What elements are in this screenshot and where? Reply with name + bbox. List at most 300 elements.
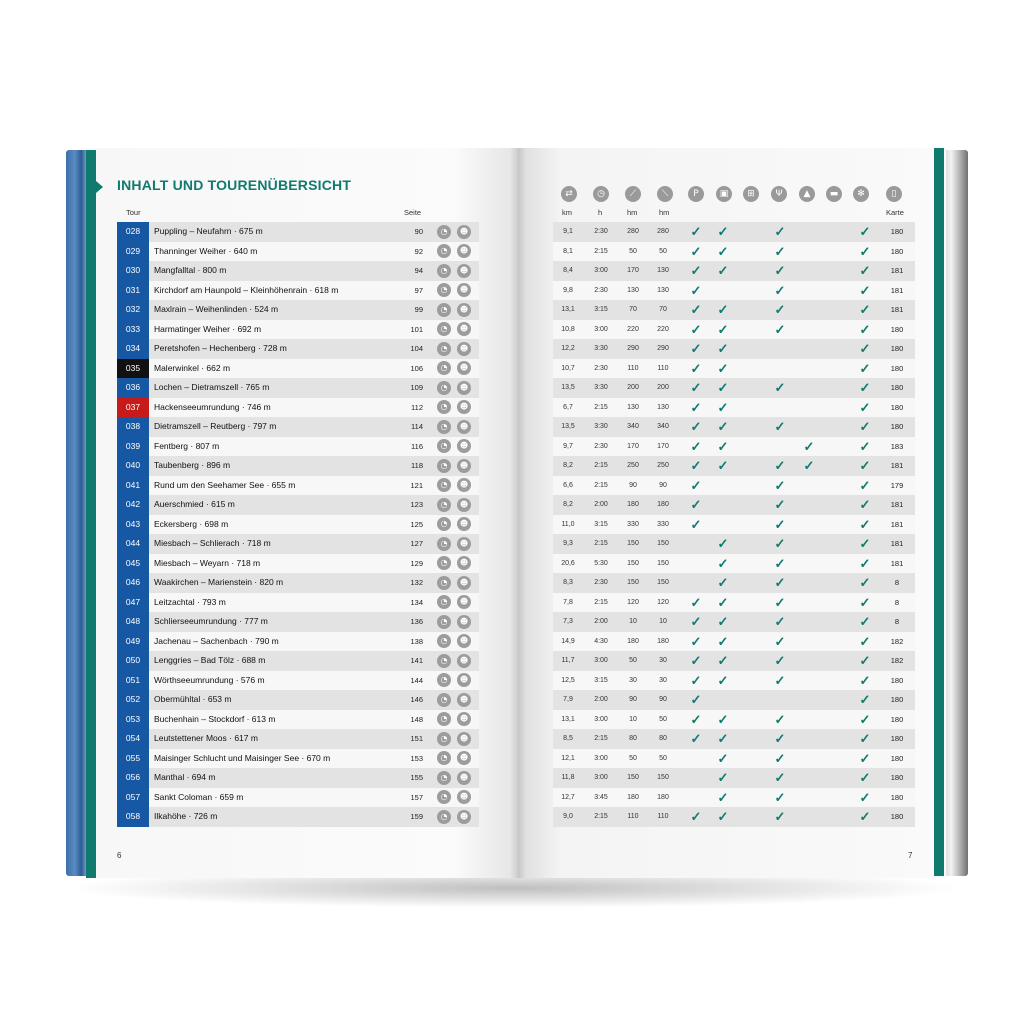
amenity-check-icon: ✓ [717,263,729,278]
duration-hours: 2:15 [594,735,608,742]
amenity-check-icon: ✓ [717,224,729,239]
tour-page: 101 [410,324,423,334]
tour-name: Thanninger Weiher · 640 m [154,245,258,256]
tour-page: 123 [410,500,423,509]
tour-page: 94 [414,266,423,275]
tour-number: 055 [117,749,149,769]
amenity-check-icon: ✓ [690,302,702,317]
tour-details-row [553,339,915,359]
tour-name: Maisinger Schlucht und Maisinger See · 670 m [154,752,331,763]
distance-km: 9,1 [563,228,573,235]
tour-name: Lenggries – Bad Tölz · 688 m [154,655,266,665]
tour-details-row [553,320,915,340]
tour-number: 040 [117,456,149,476]
tour-page: 141 [410,656,423,665]
amenity-check-icon: ✓ [859,711,871,727]
page-title: INHALT UND TOURENÜBERSICHT [117,177,352,193]
descent-hm: 280 [657,228,669,235]
family-icon: ☻ [457,615,471,629]
ascent-hm: 150 [627,540,639,547]
distance-km: 8,2 [563,462,573,469]
ascent-hm: 170 [627,442,639,450]
distance-km: 11,7 [561,657,575,664]
tour-page: 138 [410,636,423,646]
difficulty-icon: ◔ [437,303,451,317]
difficulty-icon: ◔ [437,556,451,570]
amenity-check-icon: ✓ [774,594,786,610]
amenity-check-icon: ✓ [774,711,786,727]
map-number: 181 [890,500,904,509]
distance-sign-icon: ⇄ [561,186,577,202]
duration-hours: 2:15 [594,598,608,606]
tour-page: 106 [410,363,423,373]
amenity-check-icon: ✓ [690,224,702,239]
map-number: 181 [890,461,904,470]
tour-row [117,749,479,769]
tour-row [117,612,479,632]
ascent-hm: 50 [629,247,637,255]
amenity-check-icon: ✓ [690,477,702,493]
right-page-accent-bar [934,148,944,876]
map-number: 179 [890,480,904,490]
tour-details-row [553,632,915,652]
descent-hm: 120 [657,598,669,606]
amenity-check-icon: ✓ [859,224,871,239]
duration-hours: 2:15 [594,540,608,547]
duration-hours: 3:15 [594,520,608,528]
descent-hm: 130 [657,286,669,294]
tour-number: 031 [117,281,149,301]
km-column-header: km [562,208,572,217]
duration-hours: 2:30 [594,364,608,372]
ascent-hm: 90 [629,481,637,489]
tour-row [117,632,479,652]
tour-details-row [553,768,915,788]
amenity-check-icon: ✓ [690,653,702,668]
title-arrow-icon [96,181,103,193]
distance-km: 6,7 [563,403,573,411]
amenity-check-icon: ✓ [717,633,729,649]
ascent-hm: 30 [629,676,637,684]
map-number: 180 [890,383,904,392]
tour-details-row [553,437,915,457]
tour-details-row [553,476,915,496]
difficulty-icon: ◔ [437,712,451,726]
difficulty-icon: ◔ [437,615,451,629]
amenity-check-icon: ✓ [774,575,786,590]
amenity-check-icon: ✓ [690,360,702,376]
tour-details-row [553,651,915,671]
amenity-check-icon: ✓ [717,419,729,434]
tour-page: 159 [410,812,423,821]
amenity-check-icon: ✓ [690,458,702,473]
amenity-check-icon: ✓ [859,575,871,590]
difficulty-icon: ◔ [437,595,451,609]
amenity-check-icon: ✓ [690,672,702,688]
page-column-header: Seite [404,208,422,217]
map-number: 182 [890,636,904,646]
amenity-check-icon: ✓ [717,536,729,551]
restaurant-icon: Ψ [771,186,787,202]
distance-km: 12,7 [561,793,575,801]
tour-row [117,710,479,730]
duration-hours: 2:15 [594,462,608,469]
descent-hm: 50 [659,754,667,762]
ascent-hm: 70 [629,306,637,313]
tour-row [117,476,479,496]
map-column-header: Karte [886,208,904,217]
descent-hm: 30 [659,657,667,664]
clock-icon: ◷ [593,186,609,202]
tour-name: Ilkahöhe · 726 m [154,811,218,821]
amenity-check-icon: ✓ [690,516,702,532]
amenity-check-icon: ✓ [690,341,702,356]
amenity-check-icon: ✓ [774,497,786,512]
ascent-hm: 330 [627,520,639,528]
amenity-check-icon: ✓ [774,380,786,395]
family-icon: ☻ [457,225,471,239]
difficulty-icon: ◔ [437,790,451,804]
duration-hours: 3:00 [594,715,608,723]
family-icon: ☻ [457,459,471,473]
duration-hours: 4:30 [594,637,608,645]
ascent-hm: 110 [627,813,639,820]
distance-km: 11,0 [561,520,575,528]
amenity-check-icon: ✓ [774,321,786,337]
tour-row [117,456,479,476]
duration-hours: 3:00 [594,325,608,333]
ascent-hm: 170 [627,267,639,274]
amenity-check-icon: ✓ [774,263,786,278]
amenity-check-icon: ✓ [859,594,871,610]
tour-page: 125 [410,519,423,529]
difficulty-icon: ◔ [437,439,451,453]
distance-km: 8,2 [563,501,573,508]
distance-km: 14,9 [561,637,575,645]
map-number: 181 [890,266,904,275]
family-icon: ☻ [457,693,471,707]
tour-number: 028 [117,222,149,242]
tour-name: Puppling – Neufahrn · 675 m [154,226,263,236]
difficulty-icon: ◔ [437,673,451,687]
amenity-check-icon: ✓ [774,770,786,785]
amenity-check-icon: ✓ [717,341,729,356]
map-number: 180 [890,324,904,334]
amenity-check-icon: ✓ [717,614,729,629]
distance-km: 7,9 [563,696,573,703]
tour-name: Maxlrain – Weihenlinden · 524 m [154,304,279,314]
tour-number: 041 [117,476,149,496]
map-number: 180 [890,227,904,236]
descent-hm: 250 [657,462,669,469]
amenity-check-icon: ✓ [717,302,729,317]
family-icon: ☻ [457,517,471,531]
tour-details-row [553,222,915,242]
parking-icon: P [688,186,704,202]
amenity-check-icon: ✓ [717,711,729,727]
tour-details-row [553,749,915,769]
ascent-hm: 180 [627,793,639,801]
amenity-check-icon: ✓ [717,731,729,746]
difficulty-icon: ◔ [437,381,451,395]
family-icon: ☻ [457,751,471,765]
amenity-check-icon: ✓ [859,243,871,259]
tour-number: 051 [117,671,149,691]
descent-hm: 290 [657,345,669,352]
amenity-check-icon: ✓ [774,750,786,766]
family-icon: ☻ [457,595,471,609]
family-icon: ☻ [457,654,471,668]
map-number: 180 [890,246,904,256]
family-icon: ☻ [457,264,471,278]
ascent-hm: 150 [627,579,639,586]
descent-hm: 180 [657,637,669,645]
ascent-hm: 150 [627,774,639,781]
tour-name: Buchenhain – Stockdorf · 613 m [154,713,276,724]
hours-column-header: h [598,208,603,217]
tour-page: 92 [414,246,423,256]
amenity-check-icon: ✓ [717,458,729,473]
tour-name: Miesbach – Schlierach · 718 m [154,538,271,548]
bus-icon: ▣ [716,186,732,202]
tour-name: Miesbach – Weyarn · 718 m [154,557,261,568]
amenity-check-icon: ✓ [690,438,702,454]
amenity-check-icon: ✓ [859,536,871,551]
tour-page: 104 [410,344,423,353]
tour-name: Eckersberg · 698 m [154,518,229,529]
tour-details-row [553,573,915,593]
tour-list-right [553,222,915,827]
tour-name: Kirchdorf am Haunpold – Kleinhöhenrain · 618 m [154,284,339,295]
duration-hours: 3:00 [594,657,608,664]
tour-details-row [553,300,915,320]
tour-row [117,437,479,457]
amenity-check-icon: ✓ [717,399,729,415]
map-number: 180 [890,344,904,353]
map-number: 181 [890,539,904,548]
map-number: 180 [890,675,904,685]
tour-page: 153 [410,753,423,763]
distance-km: 13,1 [561,715,575,723]
amenity-check-icon: ✓ [717,438,729,454]
tour-details-row [553,456,915,476]
amenity-check-icon: ✓ [774,477,786,493]
descent-hm: 110 [657,364,669,372]
tour-name: Schlierseeumrundung · 777 m [154,616,268,626]
tour-name: Waakirchen – Marienstein · 820 m [154,577,284,587]
difficulty-icon: ◔ [437,771,451,785]
amenity-check-icon: ✓ [859,360,871,376]
duration-hours: 2:00 [594,501,608,508]
amenity-check-icon: ✓ [774,653,786,668]
ascent-hm: 120 [627,598,639,606]
ascent-hm: 130 [627,286,639,294]
family-icon: ☻ [457,537,471,551]
amenity-check-icon: ✓ [774,224,786,239]
map-number: 181 [890,305,904,314]
tour-page: 118 [411,461,423,470]
amenity-check-icon: ✓ [859,458,871,473]
amenity-check-icon: ✓ [774,419,786,434]
amenity-check-icon: ✓ [690,399,702,415]
tour-number: 054 [117,729,149,749]
distance-km: 9,3 [563,540,573,547]
duration-hours: 3:30 [594,345,608,352]
ascent-hm: 220 [627,325,639,333]
tour-number: 042 [117,495,149,515]
family-icon: ☻ [457,478,471,492]
amenity-check-icon: ✓ [859,653,871,668]
amenity-check-icon: ✓ [774,809,786,824]
difficulty-icon: ◔ [437,517,451,531]
family-icon: ☻ [457,732,471,746]
family-icon: ☻ [457,361,471,375]
amenity-check-icon: ✓ [717,321,729,337]
family-icon: ☻ [457,420,471,434]
amenity-check-icon: ✓ [774,672,786,688]
ascent-hm: 130 [627,403,639,411]
amenity-check-icon: ✓ [859,555,871,571]
amenity-check-icon: ✓ [690,614,702,629]
tour-name: Manthal · 694 m [154,772,216,782]
duration-hours: 2:00 [594,618,608,625]
amenity-check-icon: ✓ [690,711,702,727]
tour-number: 050 [117,651,149,671]
map-number: 180 [890,753,904,763]
map-icon: ▯ [886,186,902,202]
tour-details-row [553,515,915,535]
amenity-check-icon: ✓ [803,458,815,473]
distance-km: 9,7 [563,442,573,450]
distance-km: 8,3 [563,579,573,586]
tour-name: Wörthseeumrundung · 576 m [154,674,265,685]
tour-row [117,554,479,574]
tour-name: Dietramszell – Reutberg · 797 m [154,421,277,431]
map-number: 180 [890,363,904,373]
amenity-check-icon: ✓ [774,555,786,571]
ascent-hm: 90 [629,696,637,703]
ascent-hm: 110 [627,364,639,372]
duration-hours: 3:45 [594,793,608,801]
tour-number: 047 [117,593,149,613]
tour-page: 121 [410,480,423,490]
tour-details-row [553,261,915,281]
descent-hm: 180 [657,793,669,801]
tour-page: 109 [410,383,423,392]
amenity-check-icon: ✓ [859,750,871,766]
tour-row [117,534,479,554]
tour-row [117,573,479,593]
amenity-check-icon: ✓ [690,263,702,278]
book-right-edge [944,150,968,876]
ascent-hm: 290 [627,345,639,352]
difficulty-icon: ◔ [437,264,451,278]
distance-km: 10,7 [561,364,575,372]
descent-hm: 170 [657,442,669,450]
duration-hours: 3:15 [594,306,608,313]
tour-row [117,378,479,398]
amenity-check-icon: ✓ [803,438,815,454]
tour-details-row [553,378,915,398]
tour-page: 146 [410,695,423,704]
amenity-check-icon: ✓ [859,419,871,434]
tour-name: Obermühltal · 653 m [154,694,232,704]
tour-number: 033 [117,320,149,340]
amenity-check-icon: ✓ [859,341,871,356]
tour-details-row [553,417,915,437]
distance-km: 11,8 [561,774,575,781]
page-number-left: 6 [117,851,122,860]
tour-details-row [553,495,915,515]
amenity-check-icon: ✓ [690,321,702,337]
tour-row [117,593,479,613]
distance-km: 13,1 [561,306,575,313]
amenity-check-icon: ✓ [717,653,729,668]
tour-column-header: Tour [126,208,141,217]
tour-details-row [553,242,915,262]
tour-number: 056 [117,768,149,788]
tour-row [117,729,479,749]
tour-number: 053 [117,710,149,730]
difficulty-icon: ◔ [437,400,451,414]
tour-row [117,242,479,262]
descent-icon: ⟍ [657,186,673,202]
amenity-check-icon: ✓ [690,243,702,259]
amenity-check-icon: ✓ [774,789,786,805]
tour-name: Rund um den Seehamer See · 655 m [154,479,296,490]
tour-name: Mangfalltal · 800 m [154,265,227,275]
tour-row [117,261,479,281]
amenity-check-icon: ✓ [859,438,871,454]
distance-km: 20,6 [561,559,575,567]
tour-page: 97 [414,285,423,295]
tour-number: 037 [117,398,149,418]
tour-details-row [553,671,915,691]
tour-details-row [553,729,915,749]
tour-number: 039 [117,437,149,457]
amenity-check-icon: ✓ [774,302,786,317]
amenity-check-icon: ✓ [717,770,729,785]
amenity-check-icon: ✓ [859,302,871,317]
amenity-check-icon: ✓ [774,516,786,532]
tour-row [117,671,479,691]
tour-number: 046 [117,573,149,593]
tour-details-row [553,612,915,632]
amenity-check-icon: ✓ [774,243,786,259]
tour-page: 136 [410,617,423,626]
tour-row [117,651,479,671]
amenity-check-icon: ✓ [859,477,871,493]
difficulty-icon: ◔ [437,225,451,239]
difficulty-icon: ◔ [437,654,451,668]
duration-hours: 2:15 [594,481,608,489]
page-number-right: 7 [908,851,913,860]
tour-row [117,398,479,418]
difficulty-icon: ◔ [437,342,451,356]
distance-km: 12,1 [561,754,575,762]
descent-hm: 180 [657,501,669,508]
ascent-hm: 340 [627,423,639,430]
amenity-check-icon: ✓ [717,672,729,688]
amenity-check-icon: ✓ [859,731,871,746]
family-icon: ☻ [457,771,471,785]
duration-hours: 3:00 [594,774,608,781]
amenity-check-icon: ✓ [859,282,871,298]
tour-details-row [553,710,915,730]
family-icon: ☻ [457,576,471,590]
distance-km: 10,8 [561,325,575,333]
tour-number: 048 [117,612,149,632]
